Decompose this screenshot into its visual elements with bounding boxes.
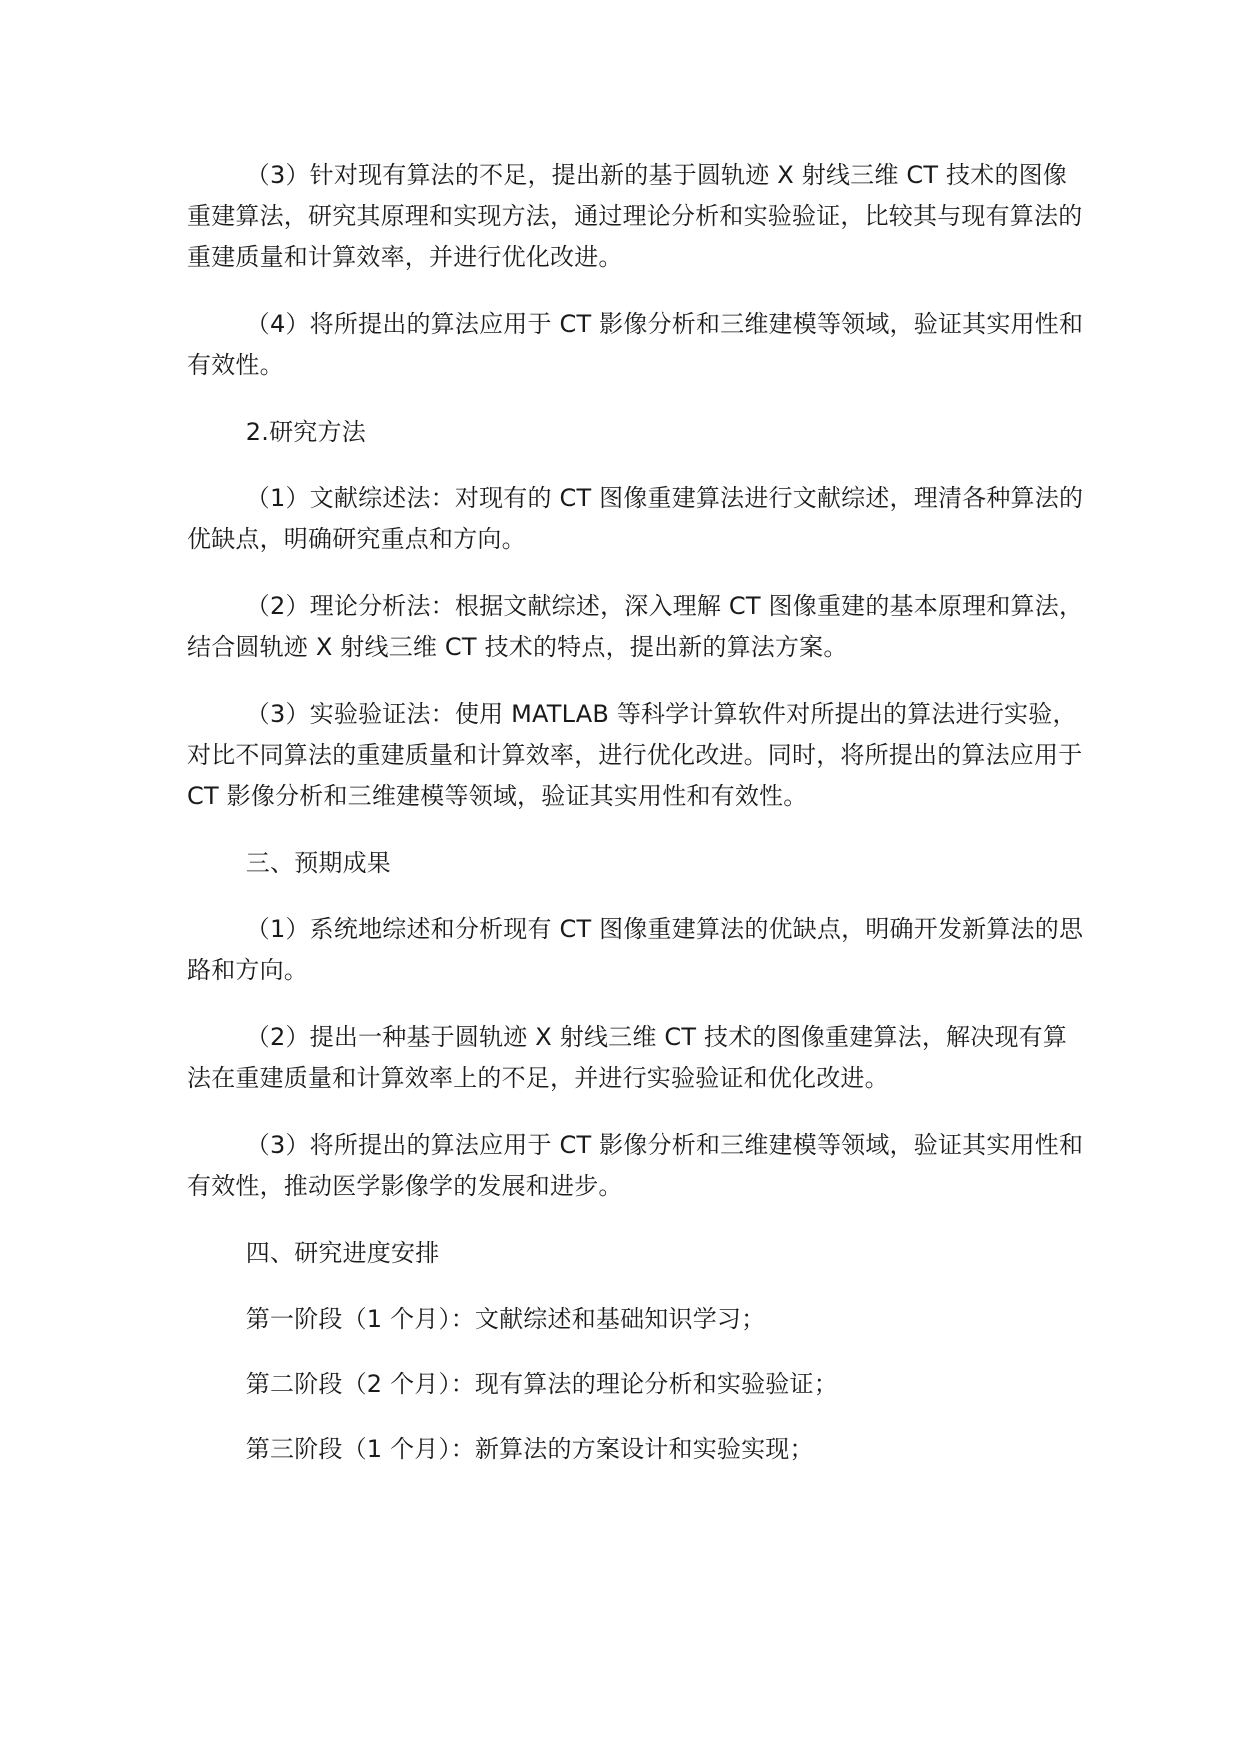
document-body (187, 155, 1087, 1494)
schedule-stage-1: 第一阶段（1 个月）：文献综述和基础知识学习； (245, 1305, 766, 1333)
section-heading-research-methods: 2.研究方法 (245, 418, 366, 446)
research-content-item-4: （4）将所提出的算法应用于 CT 影像分析和三维建模等领域，验证其实用性和有效性。 (187, 310, 1084, 379)
method-item-2: （2）理论分析法：根据文献综述，深入理解 CT 图像重建的基本原理和算法，结合圆轨迹 X 射线三维 CT 技术的特点，提出新的算法方案。 (187, 592, 1084, 661)
result-item-3: （3）将所提出的算法应用于 CT 影像分析和三维建模等领域，验证其实用性和有效性，推动医学影像学的发展和进步。 (187, 1131, 1084, 1200)
section-heading-expected-results: 三、预期成果 (245, 849, 391, 877)
schedule-stage-3: 第三阶段（1 个月）：新算法的方案设计和实验实现； (245, 1435, 814, 1463)
section-heading-schedule: 四、研究进度安排 (245, 1239, 440, 1267)
result-item-2: （2）提出一种基于圆轨迹 X 射线三维 CT 技术的图像重建算法，解决现有算法在重建质量和计算效率上的不足，并进行实验验证和优化改进。 (187, 1023, 1068, 1092)
schedule-stage-2: 第二阶段（2 个月）：现有算法的理论分析和实验验证； (245, 1370, 838, 1398)
method-item-1: （1）文献综述法：对现有的 CT 图像重建算法进行文献综述，理清各种算法的优缺点，明确研究重点和方向。 (187, 484, 1084, 553)
method-item-3: （3）实验验证法：使用 MATLAB 等科学计算软件对所提出的算法进行实验，对比不同算法的重建质量和计算效率，进行优化改进。同时，将所提出的算法应用于 CT 影像分析和三维建模等领域，验证其实用性和有效性。 (187, 700, 1083, 810)
research-content-item-3: （3）针对现有算法的不足，提出新的基于圆轨迹 X 射线三维 CT 技术的图像重建算法，研究其原理和实现方法，通过理论分析和实验验证，比较其与现有算法的重建质量和计算效率，并进行优化改进。 (187, 161, 1083, 271)
result-item-1: （1）系统地综述和分析现有 CT 图像重建算法的优缺点，明确开发新算法的思路和方向。 (187, 915, 1084, 984)
